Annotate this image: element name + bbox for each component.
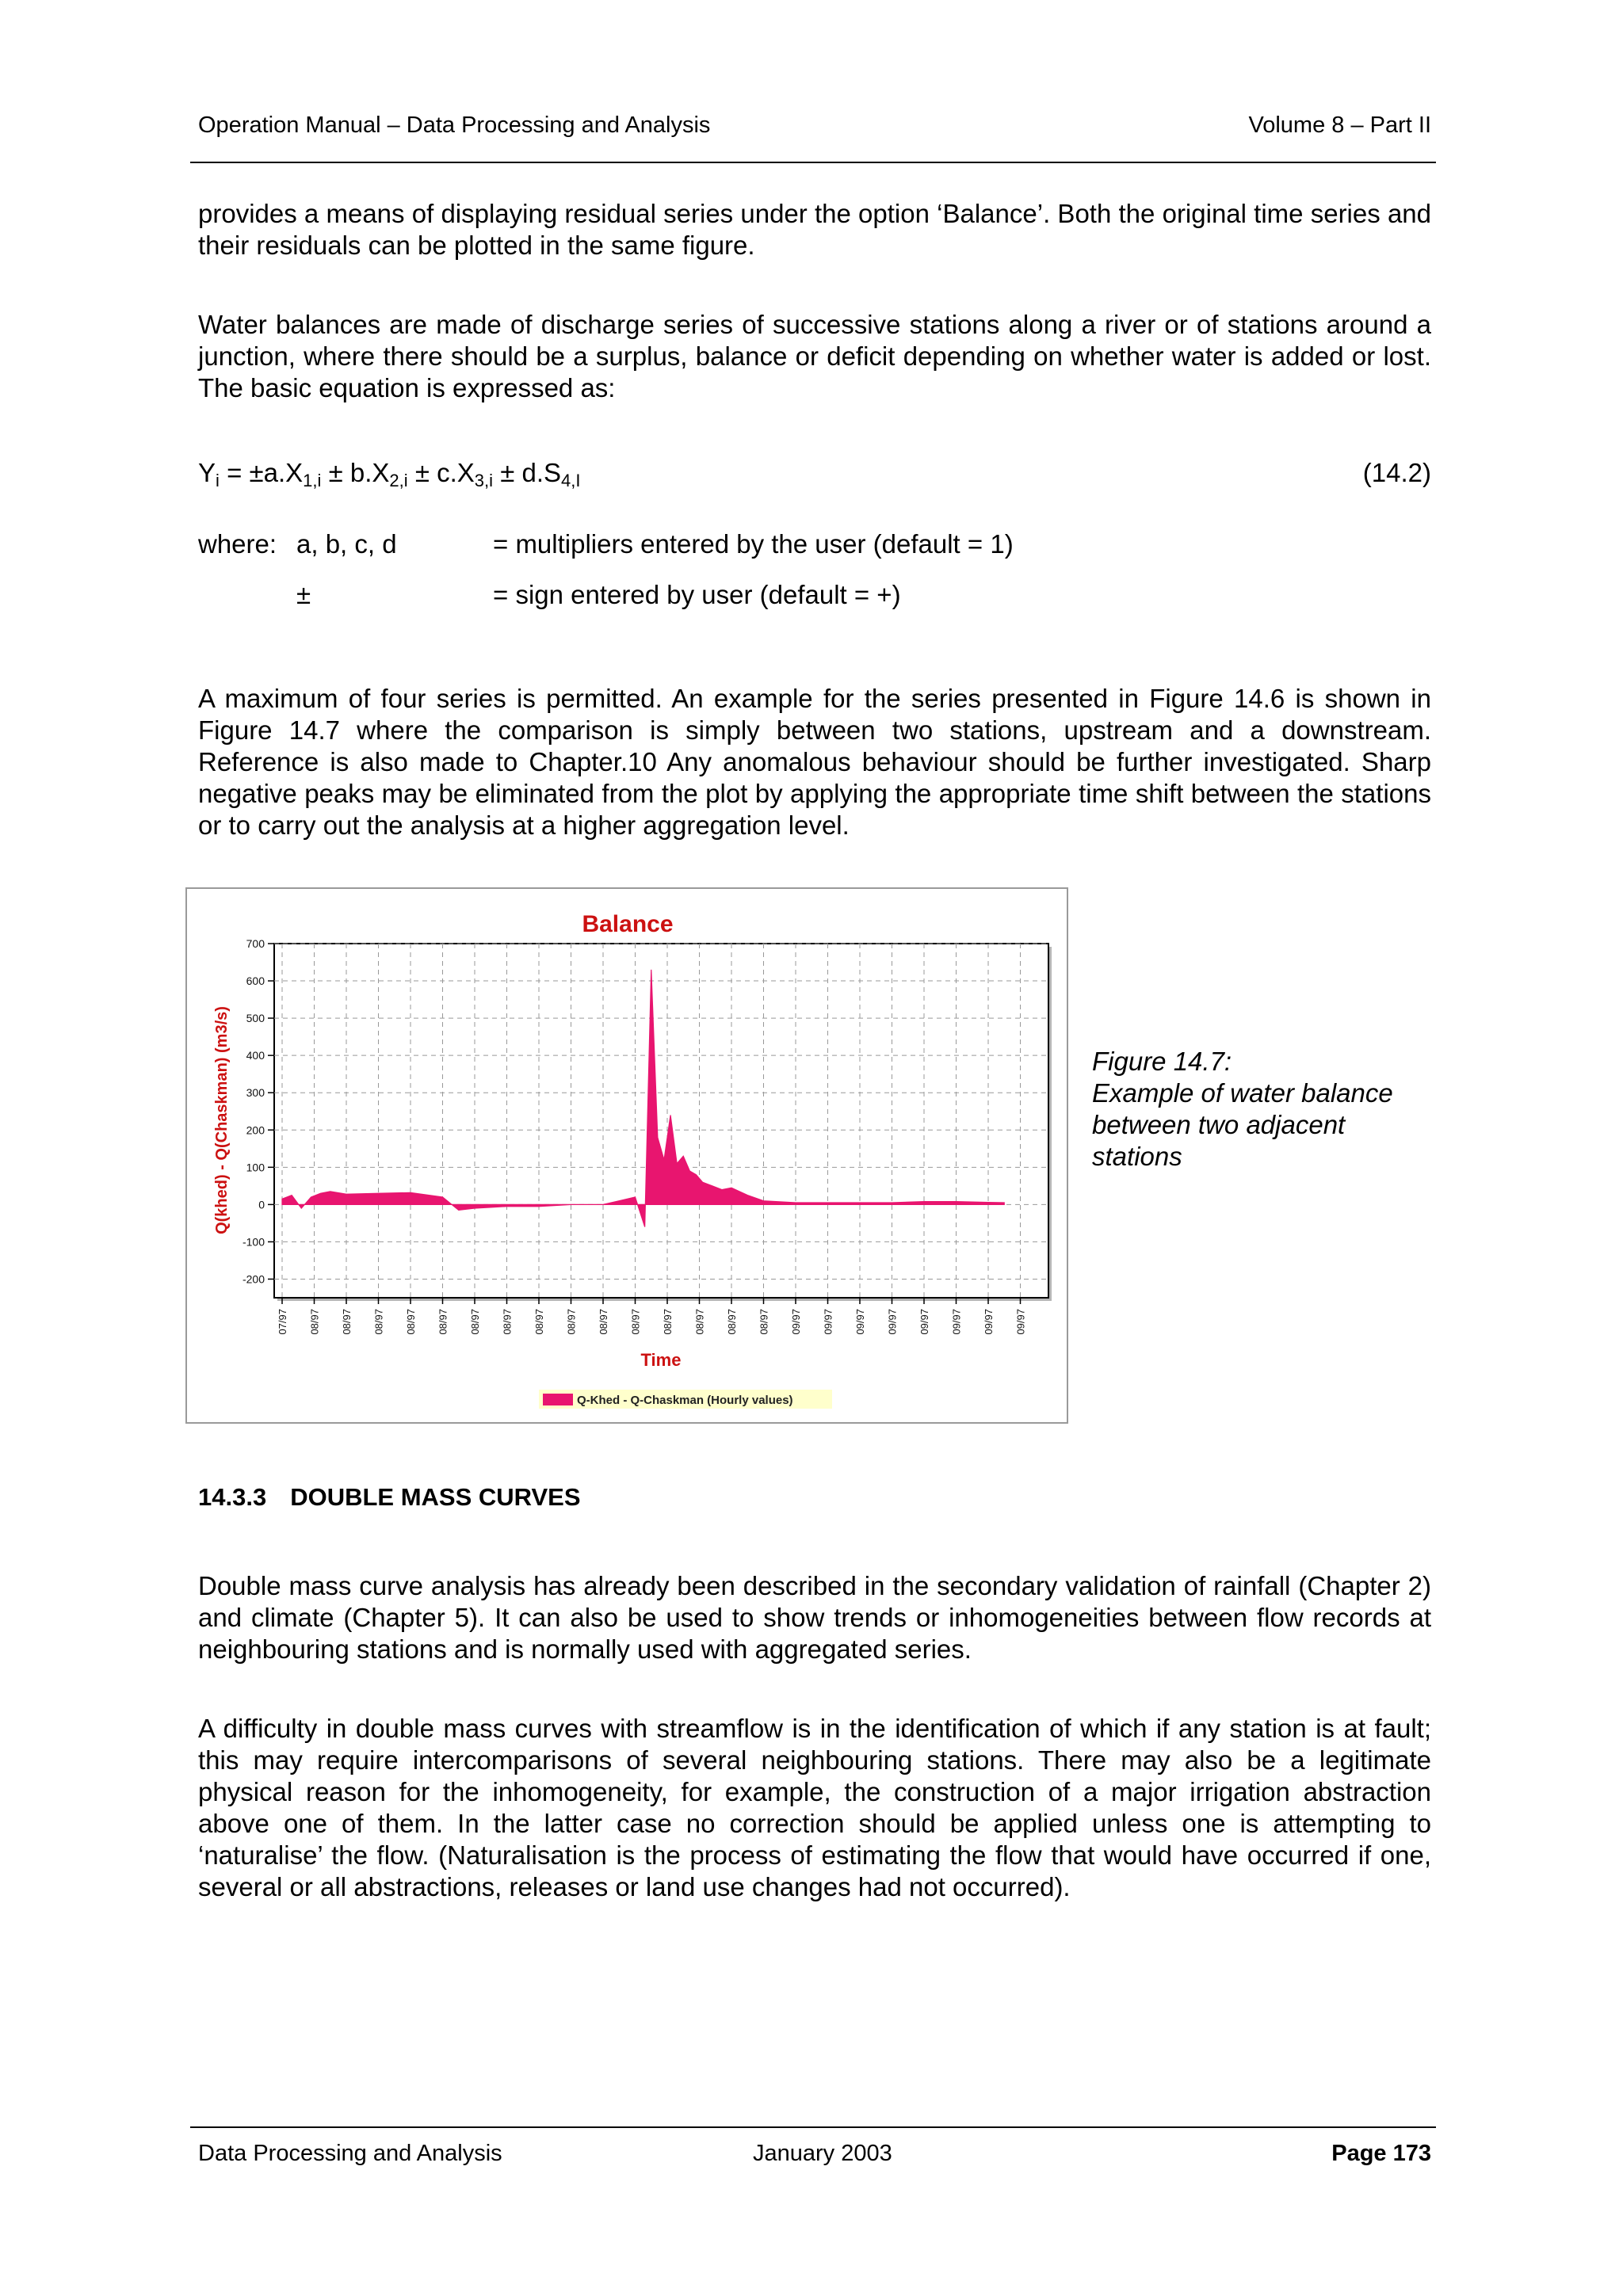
figure-caption — [1092, 1046, 1393, 1173]
x-tick-label: 08/97 — [693, 1309, 706, 1335]
x-tick-label: 08/97 — [437, 1309, 449, 1335]
legend-label: Q-Khed - Q-Chaskman (Hourly values) — [577, 1394, 793, 1407]
where-symbol-multipliers: a, b, c, d — [296, 529, 397, 559]
x-tick-label: 08/97 — [629, 1309, 642, 1335]
paragraph-text: A difficulty in double mass curves with streamflow is in the identification of which if any station is at fault; this may require intercomparisons of several neighbouring stations. There may also be a legitimate physical reason for the inhomogeneity, for example, the construction of a major irrigation abstraction above one of them. In the latter case no correction should be applied unless one is attempting to ‘naturalise’ the flow. (Naturalisation is the process of estimating the flow that would have occurred if one, several or all abstractions, releases or land use changes had not occurred). — [198, 1714, 1431, 1901]
paragraph-water-balances — [198, 309, 1431, 404]
running-header-left: Operation Manual – Data Processing and Analysis — [198, 113, 711, 138]
paragraph-difficulty — [198, 1713, 1431, 1903]
eq-term: Y — [198, 458, 216, 487]
footer-left: Data Processing and Analysis — [198, 2141, 502, 2166]
equation-number: (14.2) — [1362, 458, 1431, 487]
caption-line: Example of water balance — [1092, 1078, 1393, 1108]
y-axis-label: Q(khed) - Q(Chaskman) (m3/s) — [213, 1006, 231, 1234]
section-title: DOUBLE MASS CURVES — [290, 1483, 581, 1511]
x-tick-label: 08/97 — [726, 1309, 738, 1335]
x-tick-label: 08/97 — [372, 1309, 385, 1335]
where-symbol-sign: ± — [296, 580, 311, 609]
x-tick-label: 09/97 — [983, 1309, 995, 1335]
chart-title: Balance — [582, 911, 674, 937]
eq-subscript: 1,i — [303, 471, 322, 490]
x-tick-label: 08/97 — [533, 1309, 545, 1335]
running-header-right: Volume 8 – Part II — [1248, 113, 1431, 138]
x-tick-label: 08/97 — [341, 1309, 353, 1335]
eq-term: ± d.S — [493, 458, 562, 487]
eq-term: ± b.X — [321, 458, 390, 487]
caption-line: between two adjacent — [1092, 1110, 1346, 1139]
y-ticks — [242, 937, 274, 1285]
x-tick-label: 09/97 — [950, 1309, 963, 1335]
paragraph-four-series — [198, 683, 1431, 841]
eq-term: ± c.X — [407, 458, 475, 487]
footer-rule — [190, 2126, 1436, 2128]
y-tick-label: 300 — [246, 1086, 265, 1100]
x-tick-label: 09/97 — [822, 1309, 834, 1335]
y-tick-label: -200 — [242, 1272, 265, 1286]
figure-frame — [185, 887, 1068, 1424]
x-tick-label: 09/97 — [790, 1309, 802, 1335]
x-tick-label: 09/97 — [886, 1309, 899, 1335]
eq-term: = ±a.X — [219, 458, 304, 487]
y-tick-label: 700 — [246, 937, 265, 950]
where-definition-multipliers: = multipliers entered by the user (default = 1) — [493, 529, 1014, 559]
x-tick-label: 08/97 — [308, 1309, 321, 1335]
x-tick-label: 08/97 — [758, 1309, 770, 1335]
caption-line: stations — [1092, 1142, 1182, 1171]
y-tick-label: 500 — [246, 1012, 265, 1025]
x-tick-label: 08/97 — [598, 1309, 609, 1335]
equation — [198, 458, 581, 488]
x-tick-label: 08/97 — [405, 1309, 417, 1335]
paragraph-balance-intro — [198, 198, 1431, 261]
section-heading — [198, 1483, 581, 1512]
header-rule — [190, 162, 1436, 163]
x-tick-label: 08/97 — [662, 1309, 674, 1335]
plot-area — [274, 944, 1048, 1298]
legend-swatch — [543, 1394, 573, 1405]
paragraph-text: A maximum of four series is permitted. An example for the series presented in Figure 14.6 is shown in Figure 14.7 where the comparison is simply between two stations, upstream and a downstream. Reference is also made to Chapter.10 Any anomalous behaviour should be further investigated. Sharp negative peaks may be eliminated from the plot by applying the appropriate time shift between the stations or to carry out the analysis at a higher aggregation level. — [198, 684, 1431, 840]
y-tick-label: 0 — [258, 1198, 265, 1211]
x-tick-label: 09/97 — [854, 1309, 866, 1335]
footer-page-number: Page 173 — [1331, 2141, 1431, 2166]
x-ticks — [277, 1298, 1027, 1335]
y-tick-label: 100 — [246, 1161, 265, 1174]
paragraph-double-mass — [198, 1570, 1431, 1665]
y-tick-label: -100 — [242, 1235, 265, 1249]
paragraph-text: Water balances are made of discharge series of successive stations along a river or of stations around a junction, where there should be a surplus, balance or deficit depending on whether water is added or lost. The basic equation is expressed as: — [198, 310, 1431, 402]
y-tick-label: 600 — [246, 974, 265, 988]
balance-chart — [187, 889, 1067, 1422]
eq-subscript: 3,i — [474, 471, 494, 490]
where-definition-sign: = sign entered by user (default = +) — [493, 580, 901, 609]
eq-subscript: 4,I — [561, 471, 581, 490]
x-tick-label: 08/97 — [501, 1309, 514, 1335]
paragraph-text: Double mass curve analysis has already been described in the secondary validation of rainfall (Chapter 2) and climate (Chapter 5). It can also be used to show trends or inhomogeneities between flow records at neighbouring stations and is normally used with aggregated series. — [198, 1571, 1431, 1664]
section-number: 14.3.3 — [198, 1483, 267, 1511]
x-tick-label: 07/97 — [277, 1309, 288, 1335]
x-tick-label: 09/97 — [1014, 1309, 1027, 1335]
x-tick-label: 09/97 — [918, 1309, 930, 1335]
where-label: where: — [198, 529, 277, 559]
x-axis-label: Time — [640, 1350, 682, 1370]
paragraph-text: provides a means of displaying residual series under the option ‘Balance’. Both the original time series and their residuals can be plotted in the same figure. — [198, 199, 1431, 260]
x-tick-label: 08/97 — [565, 1309, 578, 1335]
eq-subscript: 2,i — [389, 471, 408, 490]
y-tick-label: 200 — [246, 1123, 265, 1137]
footer-date: January 2003 — [753, 2141, 892, 2166]
y-tick-label: 400 — [246, 1049, 265, 1062]
x-tick-label: 08/97 — [469, 1309, 481, 1335]
eq-subscript: i — [216, 471, 220, 490]
caption-line: Figure 14.7: — [1092, 1047, 1232, 1076]
